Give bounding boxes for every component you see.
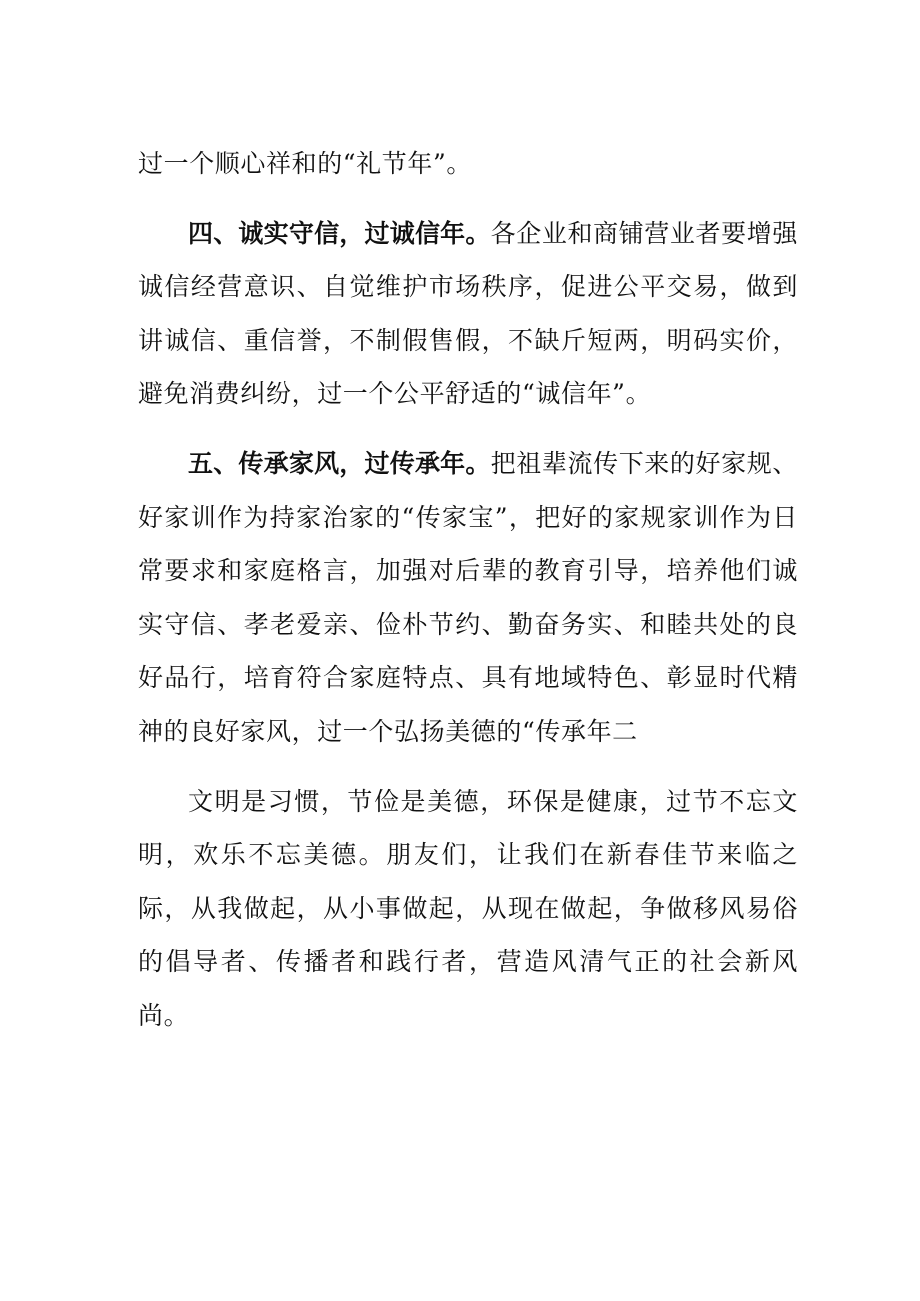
document-body	[138, 137, 798, 1059]
paragraph-integrity	[138, 207, 798, 421]
paragraph-family-tradition	[138, 437, 798, 759]
section-heading-integrity: 四、诚实守信，过诚信年。	[188, 218, 491, 248]
paragraph-text: 文明是习惯，节俭是美德，环保是健康，过节不忘文明，欢乐不忘美德。朋友们，让我们在新春佳节来临之际，从我做起，从小事做起，从现在做起，争做移风易俗的倡导者、传播者和践行者，营造风清气正的社会新风尚。	[138, 786, 798, 1030]
paragraph-text: 把祖辈流传下来的好家规、好家训作为持家治家的“传家宝”，把好的家规家训作为日常要求和家庭格言，加强对后辈的教育引导，培养他们诚实守信、孝老爱亲、俭朴节约、勤奋务实、和睦共处的良好品行，培育符合家庭特点、具有地域特色、彰显时代精神的良好家风，过一个弘扬美德的“传承年二	[138, 448, 798, 746]
section-heading-family-tradition: 五、传承家风，过传承年。	[188, 448, 491, 478]
paragraph-text: 各企业和商铺营业者要增强诚信经营意识、自觉维护市场秩序，促进公平交易，做到讲诚信、重信誉，不制假售假，不缺斤短两，明码实价，避免消费纠纷，过一个公平舒适的“诚信年”。	[138, 218, 798, 409]
paragraph-text: 过一个顺心祥和的“礼节年”。	[138, 149, 472, 178]
paragraph-closing	[138, 775, 798, 1043]
paragraph-continuation	[138, 137, 798, 191]
